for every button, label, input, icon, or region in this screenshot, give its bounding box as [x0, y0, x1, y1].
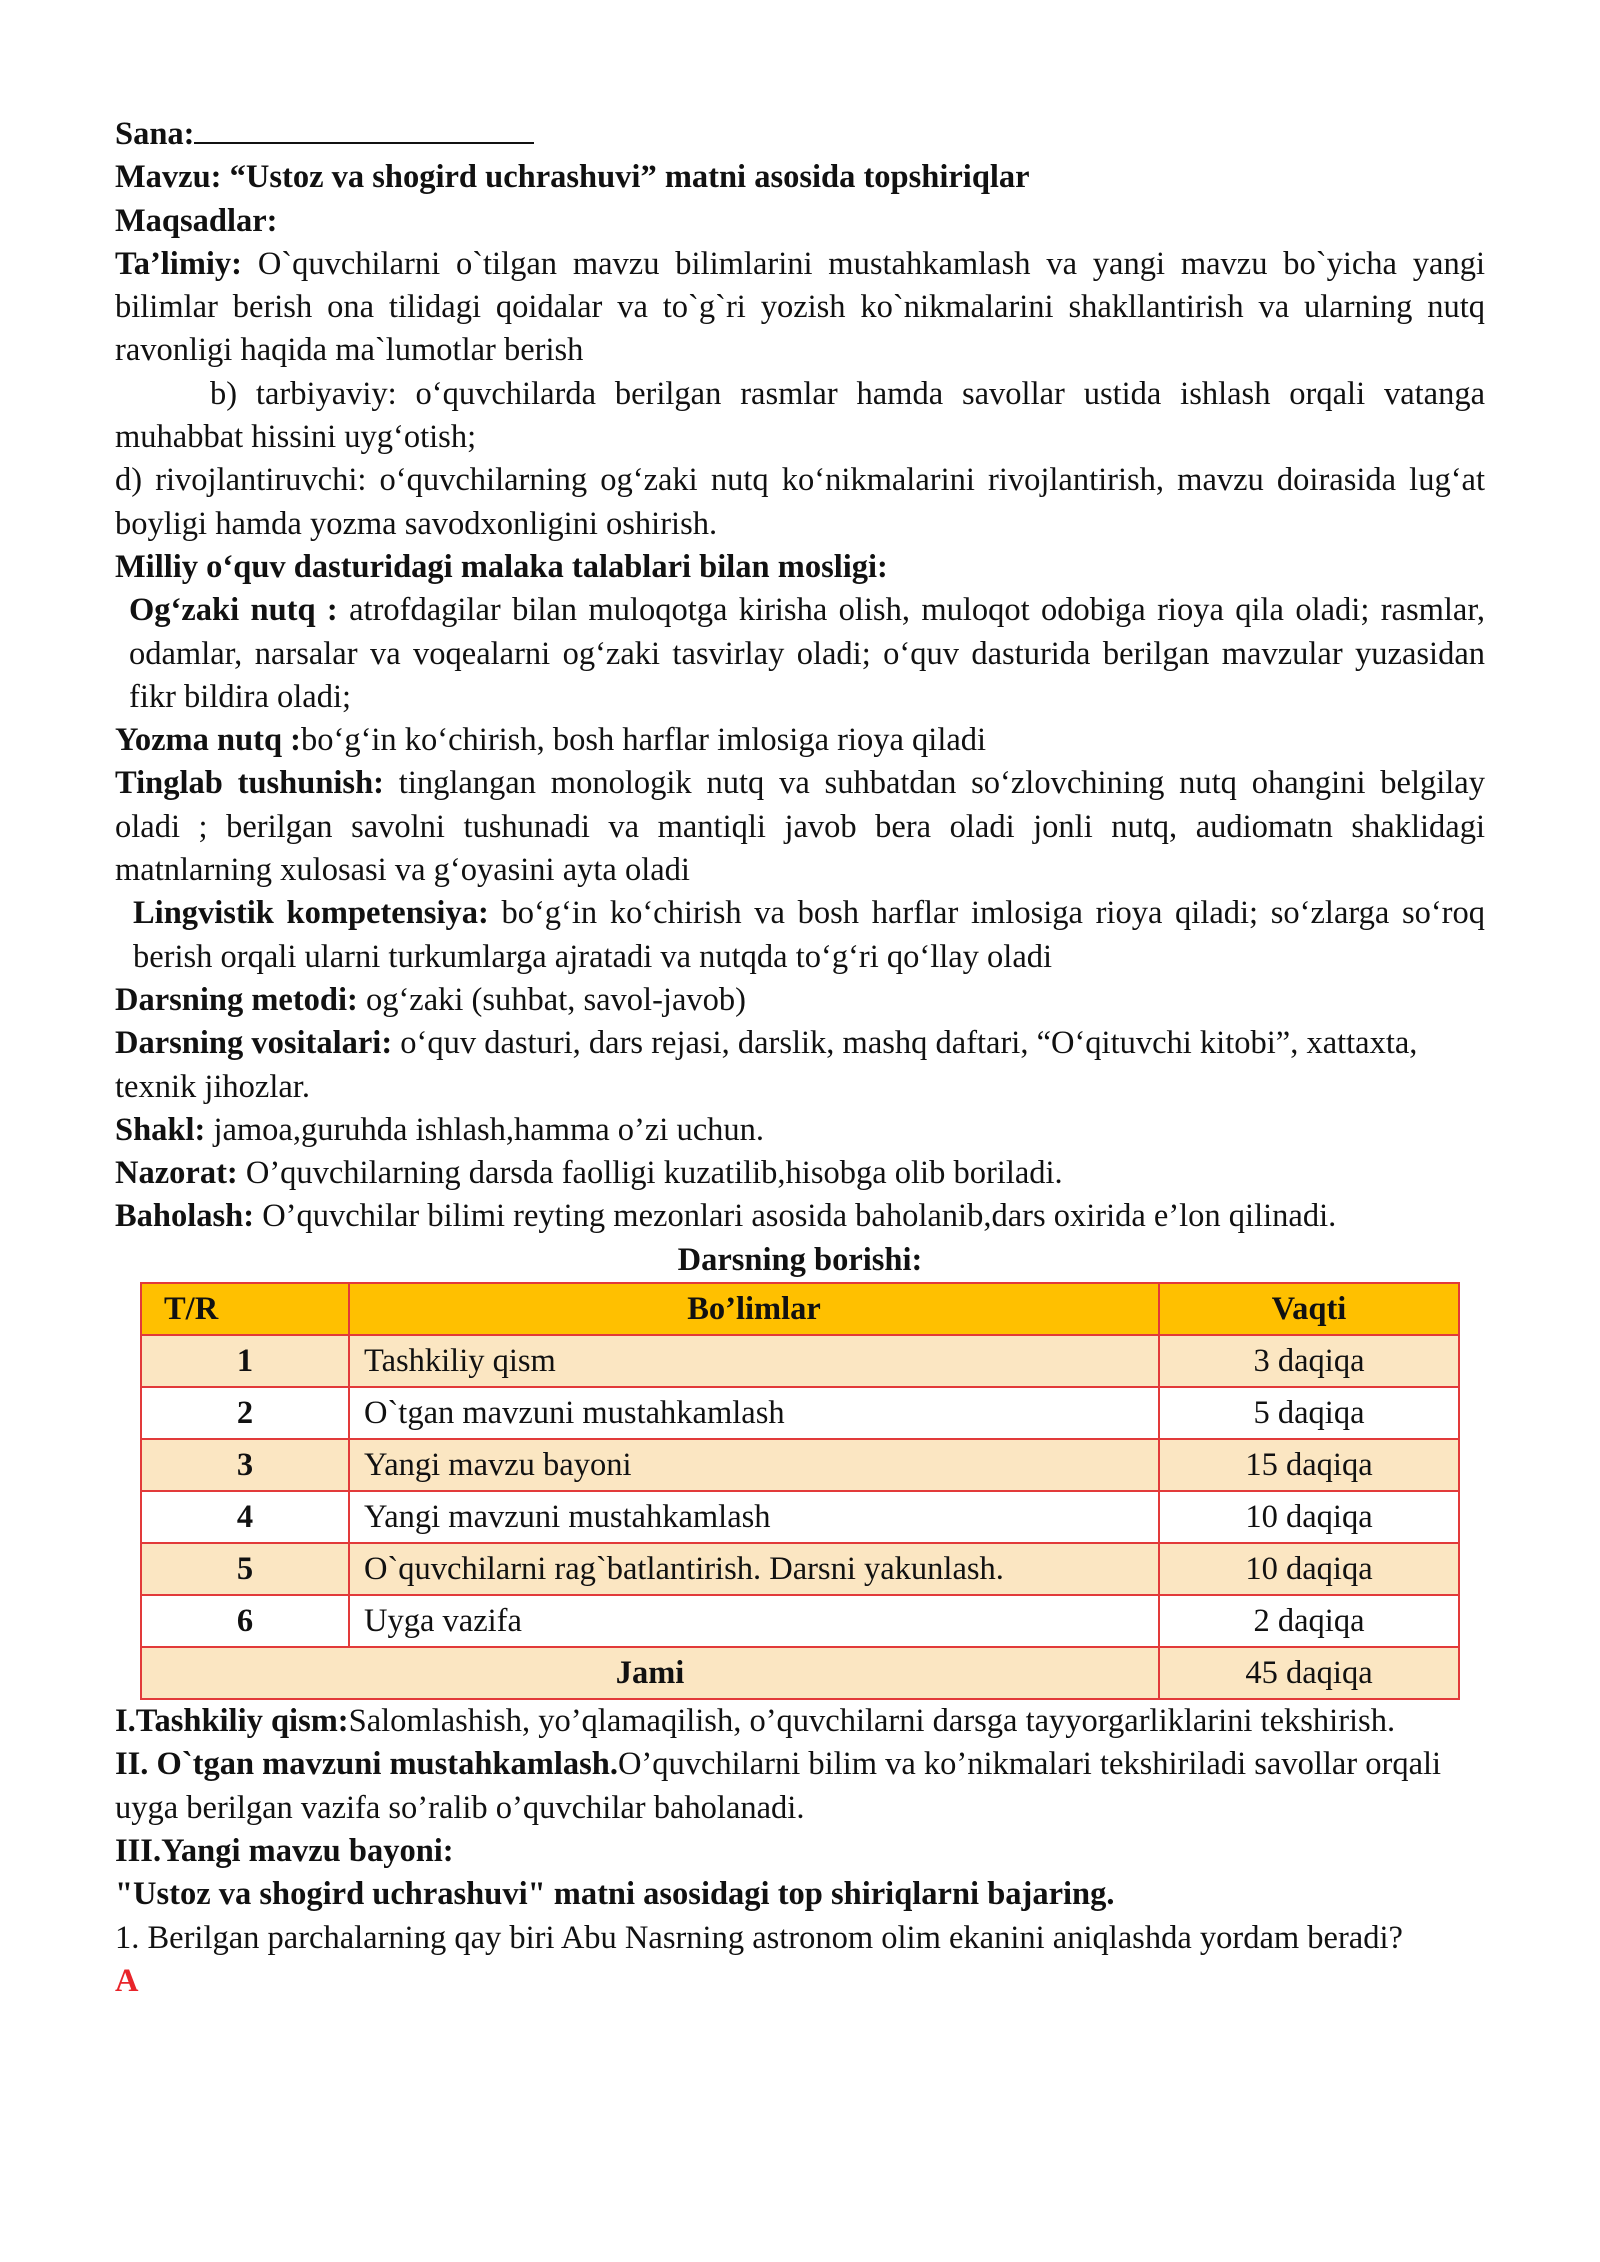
goal-educational-label: Ta’limiy: [115, 245, 243, 282]
row-time: 5 daqiqa [1159, 1387, 1459, 1439]
lesson-form-label: Shakl: [115, 1111, 206, 1148]
table-row [141, 1387, 1459, 1439]
row-section: Uyga vazifa [349, 1595, 1159, 1647]
standard-oral [115, 589, 1485, 719]
row-number: 3 [141, 1439, 349, 1491]
standards-heading: Milliy o‘quv dasturidagi malaka talablari bilan mosligi: [115, 548, 888, 585]
question-1: 1. Berilgan parchalarning qay biri Abu Nasrning astronom olim ekanini aniqlashda yordam beradi? [115, 1919, 1403, 1956]
lesson-tools-text: o‘quv dasturi, dars rejasi, darslik, mashq daftari, “O‘qituvchi kitobi”, xattaxta, texnik jihozlar. [115, 1025, 1418, 1105]
standard-written-text: bo‘g‘in ko‘chirish, bosh harflar imlosiga rioya qiladi [301, 722, 987, 759]
table-row [141, 1491, 1459, 1543]
table-header-row [141, 1283, 1459, 1335]
column-header-time: Vaqti [1159, 1283, 1459, 1335]
table-row [141, 1335, 1459, 1387]
lesson-control-label: Nazorat: [115, 1155, 238, 1192]
standard-written-label: Yozma nutq : [115, 722, 301, 759]
total-label: Jami [141, 1647, 1159, 1699]
lesson-assessment-text: O’quvchilar bilimi reyting mezonlari asosida baholanib,dars oxirida e’lon qilinadi. [254, 1198, 1337, 1235]
goal-developmental: d) rivojlantiruvchi: o‘quvchilarning og‘zaki nutq ko‘nikmalarini rivojlantirish, mavzu doirasida lug‘at boyligi hamda yozma savodxonligini oshirish. [115, 462, 1485, 542]
standard-oral-label: Og‘zaki nutq : [129, 592, 338, 629]
lesson-form [115, 1109, 1485, 1152]
plan-heading: Darsning borishi: [677, 1241, 923, 1278]
stage-review [115, 1743, 1485, 1830]
document-page [115, 112, 1485, 2003]
standard-written [115, 719, 1485, 762]
row-time: 10 daqiqa [1159, 1543, 1459, 1595]
row-number: 4 [141, 1491, 349, 1543]
lesson-tools-label: Darsning vositalari: [115, 1025, 393, 1062]
stage-organizational [115, 1700, 1485, 1743]
standard-oral-text: atrofdagilar bilan muloqotga kirisha olish, muloqot odobiga rioya qila oladi; rasmlar, odamlar, narsalar va voqealarni og‘zaki tasvirlay oladi; o‘quv dasturida berilgan mavzular yuzasidan fikr bildira oladi; [129, 592, 1485, 715]
stage-new-topic: III.Yangi mavzu bayoni: [115, 1832, 454, 1869]
lesson-assessment-label: Baholash: [115, 1198, 255, 1235]
row-number: 1 [141, 1335, 349, 1387]
date-line [115, 112, 1485, 156]
lesson-method [115, 979, 1485, 1022]
column-header-number: T/R [141, 1283, 349, 1335]
row-number: 6 [141, 1595, 349, 1647]
row-time: 2 daqiqa [1159, 1595, 1459, 1647]
lesson-plan-table [140, 1282, 1460, 1700]
stage-organizational-label: I.Tashkiliy qism: [115, 1703, 349, 1740]
lesson-assessment [115, 1195, 1485, 1238]
table-total-row [141, 1647, 1459, 1699]
lesson-control [115, 1152, 1485, 1195]
task-heading: "Ustoz va shogird uchrashuvi" matni asosidagi top shiriqlarni bajaring. [115, 1876, 1115, 1913]
row-section: O`tgan mavzuni mustahkamlash [349, 1387, 1159, 1439]
lesson-method-label: Darsning metodi: [115, 981, 358, 1018]
standard-listening-label: Tinglab tushunish: [115, 765, 384, 802]
standard-linguistic-text: bo‘g‘in ko‘chirish va bosh harflar imlosiga rioya qiladi; so‘zlarga so‘roq berish orqali ularni turkumlarga ajratadi va nutqda to‘g‘ri qo‘llay oladi [133, 895, 1485, 975]
table-row [141, 1543, 1459, 1595]
row-time: 10 daqiqa [1159, 1491, 1459, 1543]
column-header-sections: Bo’limlar [349, 1283, 1159, 1335]
table-row [141, 1439, 1459, 1491]
lesson-form-text: jamoa,guruhda ishlash,hamma o’zi uchun. [205, 1111, 765, 1148]
date-blank [194, 112, 534, 144]
row-section: Yangi mavzu bayoni [349, 1439, 1159, 1491]
standard-listening-text: tinglangan monologik nutq va suhbatdan so‘zlovchining nutq ohangini belgilay oladi ; berilgan savolni tushunadi va mantiqli javob bera oladi jonli nutq, audiomatn shaklidagi matnlarning xulosasi va g‘oyasini ayta oladi [115, 765, 1485, 889]
row-number: 5 [141, 1543, 349, 1595]
stage-review-text: O’quvchilarni bilim va ko’nikmalari tekshiriladi savollar orqali uyga berilgan vazifa so’ralib o’quvchilar baholanadi. [115, 1746, 1442, 1826]
total-time: 45 daqiqa [1159, 1647, 1459, 1699]
row-section: Tashkiliy qism [349, 1335, 1159, 1387]
table-row [141, 1595, 1459, 1647]
row-time: 15 daqiqa [1159, 1439, 1459, 1491]
row-section: Yangi mavzuni mustahkamlash [349, 1491, 1159, 1543]
topic-title: Mavzu: “Ustoz va shogird uchrashuvi” matni asosida topshiriqlar [115, 159, 1030, 196]
goal-educational [115, 243, 1485, 373]
goals-heading: Maqsadlar: [115, 202, 278, 239]
row-time: 3 daqiqa [1159, 1335, 1459, 1387]
lesson-method-text: og‘zaki (suhbat, savol-javob) [357, 981, 746, 1018]
answer-marker: A [115, 1962, 139, 1999]
row-number: 2 [141, 1387, 349, 1439]
goal-educational-text: O`quvchilarni o`tilgan mavzu bilimlarini mustahkamlash va yangi mavzu bo`yicha yangi bilimlar berish ona tilidagi qoidalar va to`g`ri yozish ko`nikmalarini shakllantirish va ularning nutq ravonligi haqida ma`lumotlar berish [115, 245, 1485, 369]
stage-organizational-text: Salomlashish, yo’qlamaqilish, o’quvchilarni darsga tayyorgarliklarini tekshirish. [348, 1703, 1396, 1740]
lesson-control-text: O’quvchilarning darsda faolligi kuzatilib,hisobga olib boriladi. [237, 1155, 1063, 1192]
standard-listening [115, 762, 1485, 892]
goal-upbringing: b) tarbiyaviy: o‘quvchilarda berilgan rasmlar hamda savollar ustida ishlash orqali vatanga muhabbat hissini uyg‘otish; [115, 375, 1485, 456]
date-label: Sana: [115, 116, 195, 152]
stage-review-label: II. O`tgan mavzuni mustahkamlash. [115, 1746, 618, 1783]
standard-linguistic [115, 892, 1485, 979]
lesson-tools [115, 1022, 1485, 1109]
row-section: O`quvchilarni rag`batlantirish. Darsni yakunlash. [349, 1543, 1159, 1595]
standard-linguistic-label: Lingvistik kompetensiya: [133, 895, 489, 932]
